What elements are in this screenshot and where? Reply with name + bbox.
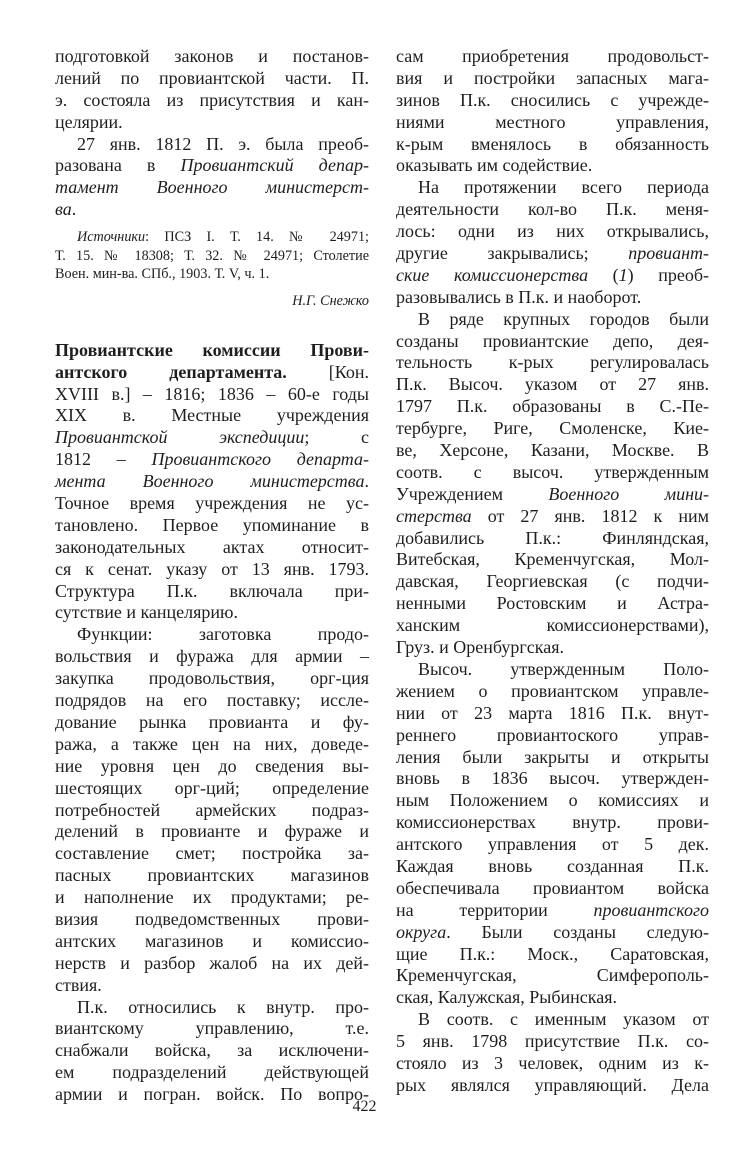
text-line [396, 68, 709, 90]
text-line [55, 997, 369, 1019]
paragraph [396, 309, 709, 659]
text-run: 27 янв. 1812 П. э. была преоб- [77, 133, 369, 154]
text-run: 1797 П.к. образованы в С.-Пе- [396, 396, 709, 417]
text-run: законодательных актах относит- [55, 536, 369, 557]
text-run: снабжали войска, за исключени- [55, 1040, 369, 1061]
italic-text-run: Провиантской экспедиции [55, 427, 305, 448]
text-run: Груз. и Оренбургская. [396, 637, 564, 658]
text-line [396, 199, 709, 221]
text-run: В ряде крупных городов были [418, 308, 709, 329]
text-line [396, 309, 709, 331]
text-run: составление смет; постройка за- [55, 843, 369, 864]
text-run: давская, Георгиевская (с подчи- [396, 571, 709, 592]
text-run: XVIII в.] – 1816; 1836 – 60-е годы [55, 383, 369, 404]
text-line [396, 965, 709, 987]
text-line [396, 1031, 709, 1053]
spacer [55, 221, 369, 228]
text-line [55, 843, 369, 865]
text-line [55, 493, 369, 515]
italic-text-run: Провиантский депар- [180, 155, 369, 176]
text-line [396, 703, 709, 725]
sources-note [55, 228, 369, 284]
text-line [396, 90, 709, 112]
text-line [396, 812, 709, 834]
text-line [55, 46, 369, 68]
text-run: ние уровня цен до сведения вы- [55, 755, 369, 776]
text-run: тельность к-рых регулировалась [396, 352, 709, 373]
text-line [396, 790, 709, 812]
text-line [396, 878, 709, 900]
text-line [396, 549, 709, 571]
paragraph [55, 46, 369, 134]
text-run: вольствия и фуража для армии – [55, 646, 369, 667]
text-line [55, 228, 369, 247]
text-line [55, 471, 369, 493]
text-run: деятельности кол-во П.к. меня- [396, 199, 709, 220]
text-line [396, 1009, 709, 1031]
entry-heading-paragraph [55, 340, 369, 625]
text-line [396, 352, 709, 374]
text-run: П.к. Высоч. указом от 27 янв. [396, 374, 709, 395]
text-run: тербурге, Риге, Смоленске, Кие- [396, 418, 709, 439]
text-run: другие закрывались; [396, 243, 629, 264]
text-line [396, 834, 709, 856]
text-line [55, 778, 369, 800]
text-run: оказывать им содействие. [396, 155, 593, 176]
left-column [55, 46, 369, 1106]
paragraph [396, 659, 709, 1009]
text-line [396, 944, 709, 966]
text-line [55, 690, 369, 712]
text-line [396, 637, 709, 659]
text-run: 1812 – [55, 449, 152, 470]
italic-text-run: ские комиссионерства [396, 264, 589, 285]
text-run: комиссионерствах внутр. прови- [396, 812, 709, 833]
text-run: . [71, 199, 77, 220]
text-run: 5 янв. 1798 присутствие П.к. со- [396, 1031, 709, 1052]
text-line [396, 396, 709, 418]
text-line [55, 112, 369, 134]
text-run: Учреждением [396, 483, 549, 504]
text-line [396, 484, 709, 506]
author-signature [55, 291, 369, 313]
text-line [396, 922, 709, 944]
text-line [396, 46, 709, 68]
italic-text-run: 1 [618, 264, 628, 285]
text-run: П.к. относились к внутр. про- [77, 996, 369, 1017]
text-line [396, 331, 709, 353]
text-line [55, 177, 369, 199]
text-run: к-рым вменялось в обязанность [396, 133, 709, 154]
text-line [55, 199, 369, 221]
text-run: : ПСЗ I. Т. 14. № 24971; [145, 229, 369, 246]
text-run: делений в провианте и фураже и [55, 821, 369, 842]
text-run: ( [588, 264, 619, 285]
text-run: Функции: заготовка продо- [77, 624, 369, 645]
text-line [396, 856, 709, 878]
text-run: Витебская, Кременчугская, Мол- [396, 549, 709, 570]
text-line [55, 756, 369, 778]
text-run: ем подразделений действующей [55, 1062, 369, 1083]
text-run: на территории [396, 899, 594, 920]
text-line [55, 515, 369, 537]
text-run: ская, Калужская, Рыбинская. [396, 987, 617, 1008]
text-run: . [364, 471, 369, 492]
text-run: разовывались в П.к. и наоборот. [396, 286, 642, 307]
text-run: стояло из 3 человек, одним из к- [396, 1052, 709, 1073]
italic-text-run: Н.Г. Снежко [292, 292, 369, 309]
text-line [55, 155, 369, 177]
text-run: от 27 янв. 1812 к ним [471, 505, 709, 526]
text-line [396, 571, 709, 593]
text-line [396, 265, 709, 287]
text-run: Высоч. утвержденным Поло- [418, 658, 709, 679]
text-line [55, 646, 369, 668]
text-run: ; с [304, 427, 369, 448]
paragraph [396, 1009, 709, 1097]
text-line [396, 725, 709, 747]
text-run: антских магазинов и комиссио- [55, 930, 369, 951]
spacer [55, 284, 369, 291]
text-line [55, 909, 369, 931]
text-line [55, 975, 369, 997]
text-run: [Кон. [286, 361, 369, 382]
text-line [396, 506, 709, 528]
text-line [396, 768, 709, 790]
text-run: соотв. с высоч. утвержденным [396, 461, 709, 482]
text-run: зинов П.к. сносились с учрежде- [396, 89, 709, 110]
text-line [396, 221, 709, 243]
italic-text-run: Источники [77, 229, 146, 246]
text-run: антского управления от 5 дек. [396, 834, 709, 855]
text-line [55, 953, 369, 975]
text-run: шестоящих орг-ций; определение [55, 777, 369, 798]
text-run: реннего провиантоского управ- [396, 724, 709, 745]
text-run: XIX в. Местные учреждения [55, 405, 369, 426]
text-line [55, 362, 369, 384]
text-run: ража, а также цен на них, доведе- [55, 733, 369, 754]
text-line [396, 900, 709, 922]
text-line [396, 593, 709, 615]
text-line [396, 1053, 709, 1075]
text-run: тановлено. Первое упоминание в [55, 514, 369, 535]
text-line [55, 931, 369, 953]
text-line [55, 712, 369, 734]
text-run: Каждая вновь созданная П.к. [396, 855, 709, 876]
text-run: закупка продовольствия, орг-ция [55, 668, 369, 689]
text-line [55, 405, 369, 427]
text-run: . Были созданы следую- [446, 921, 709, 942]
text-run: пасных провиантских магазинов [55, 865, 369, 886]
text-line [55, 291, 369, 313]
text-run: Т. 15. № 18308; Т. 32. № 24971; Столетие [55, 247, 369, 264]
text-run: ве, Херсоне, Казани, Москве. В [396, 440, 709, 461]
text-run: ся к сенат. указу от 13 янв. 1793. [55, 558, 369, 579]
right-column [396, 46, 709, 1097]
text-run: созданы провиантские депо, дея- [396, 330, 709, 351]
text-run: щие П.к.: Моск., Саратовская, [396, 943, 709, 964]
text-run: жением о провиантском управле- [396, 680, 709, 701]
text-run: рых являлся управляющий. Дела [396, 1074, 709, 1095]
paragraph [55, 997, 369, 1106]
text-line [55, 265, 369, 284]
text-run: э. состояла из присутствия и кан- [55, 89, 369, 110]
text-line [55, 449, 369, 471]
text-line [55, 887, 369, 909]
text-run: визия подведомственных прови- [55, 908, 369, 929]
text-line [396, 681, 709, 703]
text-line [55, 559, 369, 581]
paragraph [396, 177, 709, 308]
text-run: нии от 23 марта 1816 П.к. внут- [396, 702, 709, 723]
text-run: В соотв. с именным указом от [418, 1009, 709, 1030]
text-run: ) преоб- [627, 264, 709, 285]
page-number: 422 [352, 1098, 377, 1115]
italic-text-run: стерства [396, 505, 472, 526]
text-line [55, 821, 369, 843]
text-line [55, 602, 369, 624]
text-line [396, 747, 709, 769]
text-run: армии и погран. войск. По вопро- [55, 1084, 369, 1105]
italic-text-run: Провиантского департа- [151, 449, 370, 470]
text-run: разована в [55, 155, 181, 176]
text-line [396, 177, 709, 199]
paragraph [396, 46, 709, 177]
text-run: потребностей армейских подраз- [55, 799, 369, 820]
text-run: подрядов на его поставку; иссле- [55, 690, 369, 711]
text-line [396, 418, 709, 440]
text-run: Кременчугская, Симферополь- [396, 965, 709, 986]
text-line [396, 287, 709, 309]
text-line [55, 247, 369, 266]
text-line [396, 528, 709, 550]
text-run: ниями местного управления, [396, 111, 709, 132]
text-line [396, 987, 709, 1009]
paragraph [55, 624, 369, 996]
italic-text-run: мента Военного министерства [55, 471, 365, 492]
text-run: дование рынка провианта и фу- [55, 711, 369, 732]
text-run: сутствие и канцелярию. [55, 602, 239, 623]
text-run: Точное время учреждения не ус- [55, 493, 369, 514]
text-line [55, 537, 369, 559]
text-run: На протяжении всего периода [418, 177, 709, 198]
text-line [396, 155, 709, 177]
italic-text-run: провиантского [593, 899, 709, 920]
text-line [55, 384, 369, 406]
text-run: ствия. [55, 974, 102, 995]
spacer [55, 313, 369, 320]
text-line [55, 624, 369, 646]
text-run: нерств и разбор жалоб на их дей- [55, 952, 369, 973]
text-line [55, 800, 369, 822]
text-line [396, 659, 709, 681]
text-line [396, 243, 709, 265]
spacer [55, 320, 369, 340]
text-run: лось: одни из них открывались, [396, 221, 709, 242]
text-run: обеспечивала провиантом войска [396, 877, 709, 898]
text-line [55, 581, 369, 603]
text-line [55, 668, 369, 690]
text-line [396, 1075, 709, 1097]
italic-text-run: округа [396, 921, 447, 942]
text-run: лений по провиантской части. П. [55, 67, 369, 88]
text-line [396, 440, 709, 462]
text-line [396, 462, 709, 484]
text-line [55, 1040, 369, 1062]
text-line [396, 112, 709, 134]
text-run: Воен. мин-ва. СПб., 1903. Т. V, ч. 1. [55, 266, 270, 283]
text-line [396, 374, 709, 396]
text-line [55, 1062, 369, 1084]
text-run: и наполнение их продуктами; ре- [55, 887, 369, 908]
text-run: добавились П.к.: Финляндская, [396, 527, 709, 548]
italic-text-run: Военного мини- [548, 483, 710, 504]
text-run: виантскому управлению, т.е. [55, 1018, 369, 1039]
text-line [55, 134, 369, 156]
text-line [55, 90, 369, 112]
text-run: ления были закрыты и открыты [396, 746, 709, 767]
text-run: вия и постройки запасных мага- [396, 67, 709, 88]
text-line [55, 734, 369, 756]
paragraph [55, 134, 369, 222]
text-run: ханским комиссионерствами), [396, 615, 709, 636]
text-line [55, 1018, 369, 1040]
text-run: ненными Ростовским и Астра- [396, 593, 709, 614]
text-run: сам приобретения продовольст- [396, 46, 709, 66]
text-run: Структура П.к. включала при- [55, 580, 369, 601]
text-line [396, 134, 709, 156]
text-run: вновь в 1836 высоч. утвержден- [396, 768, 709, 789]
bold-text-run: антского департамента. [55, 361, 287, 382]
text-run: ным Положением о комиссиях и [396, 790, 709, 811]
text-line [396, 615, 709, 637]
text-line [55, 340, 369, 362]
text-line [55, 865, 369, 887]
text-line [55, 68, 369, 90]
text-line [55, 427, 369, 449]
italic-text-run: провиант- [628, 243, 709, 264]
bold-text-run: Провиантские комиссии Прови- [55, 339, 369, 360]
italic-text-run: тамент Военного министерст- [55, 177, 369, 198]
text-run: подготовкой законов и постанов- [55, 46, 369, 66]
text-run: целярии. [55, 111, 123, 132]
italic-text-run: ва [55, 199, 72, 220]
